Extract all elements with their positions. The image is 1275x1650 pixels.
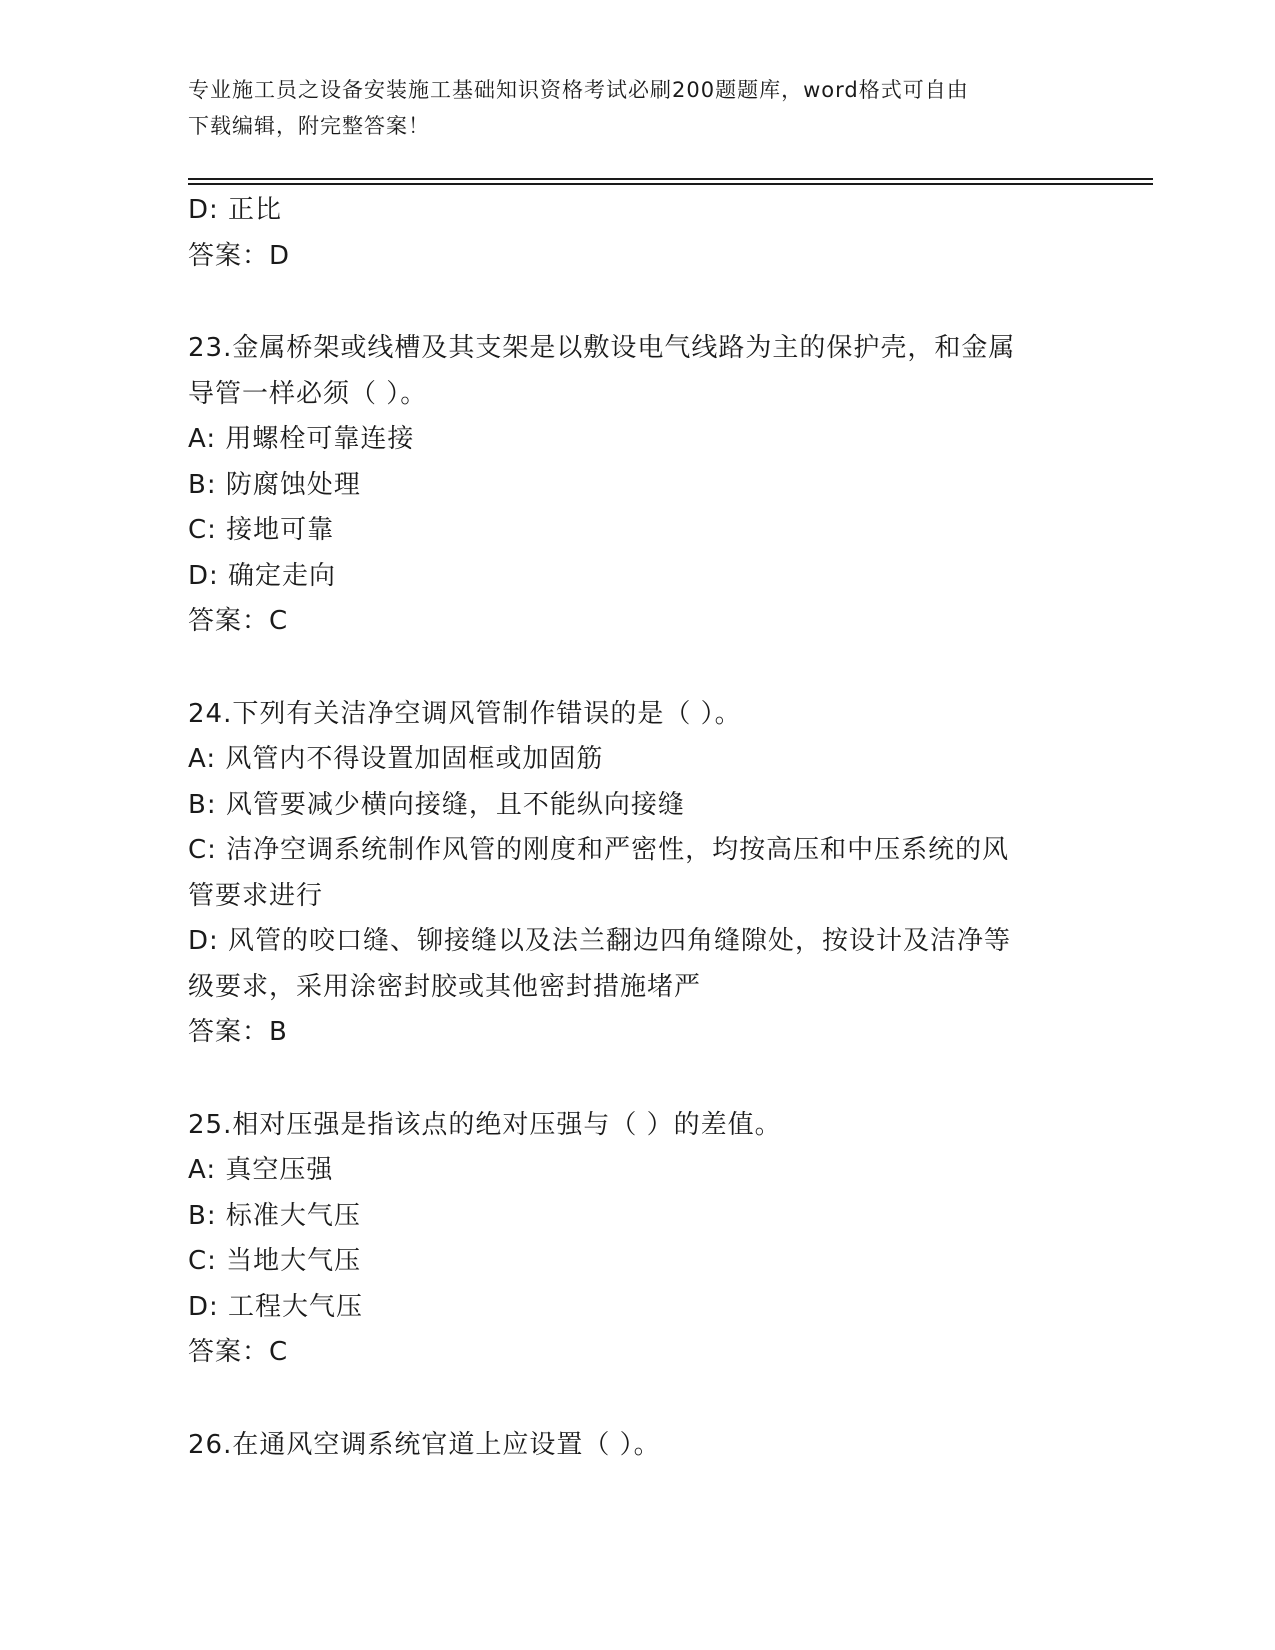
document-body xyxy=(188,188,1088,1468)
answer-line: 答案：D xyxy=(188,240,291,271)
option-d: D: 正比 xyxy=(188,195,283,225)
option-a: A: 风管内不得设置加固框或加固筋 xyxy=(188,744,604,774)
option-a: A: 用螺栓可靠连接 xyxy=(188,424,415,454)
option-c: C: 当地大气压 xyxy=(188,1246,362,1276)
answer-line: 答案：C xyxy=(188,606,289,636)
spacer xyxy=(188,645,1088,692)
question-text: 26.在通风空调系统官道上应设置（ ）。 xyxy=(188,1429,661,1460)
question-23 xyxy=(188,326,1088,645)
option-b: B: 防腐蚀处理 xyxy=(188,469,361,500)
question-text: 24.下列有关洁净空调风管制作错误的是（ ）。 xyxy=(188,698,742,729)
question-text: 导管一样必须（ ）。 xyxy=(188,378,428,409)
option-d: D: 工程大气压 xyxy=(188,1291,364,1322)
question-text: 23.金属桥架或线槽及其支架是以敷设电气线路为主的保护壳，和金属 xyxy=(188,333,1016,363)
question-text: 25.相对压强是指该点的绝对压强与（ ）的差值。 xyxy=(188,1109,782,1140)
option-d: D: 风管的咬口缝、铆接缝以及法兰翻边四角缝隙处，按设计及洁净等 xyxy=(188,926,1012,956)
header-rule-bottom xyxy=(188,183,1153,185)
option-b: B: 风管要减少横向接缝，且不能纵向接缝 xyxy=(188,789,685,820)
answer-line: 答案：B xyxy=(188,1017,288,1047)
header-line-1: 专业施工员之设备安装施工基础知识资格考试必刷200题题库，word格式可自由 xyxy=(188,78,969,102)
option-a: A: 真空压强 xyxy=(188,1155,334,1185)
spacer xyxy=(188,1376,1088,1423)
option-c: C: 洁净空调系统制作风管的刚度和严密性，均按高压和中压系统的风 xyxy=(188,835,1010,865)
header-line-2: 下载编辑，附完整答案！ xyxy=(188,114,430,138)
question-26 xyxy=(188,1423,1088,1469)
spacer xyxy=(188,279,1088,326)
option-d: D: 确定走向 xyxy=(188,560,337,591)
page-header xyxy=(188,72,1088,144)
option-c: C: 接地可靠 xyxy=(188,515,335,545)
question-24 xyxy=(188,692,1088,1056)
question-25 xyxy=(188,1103,1088,1376)
header-rule-top xyxy=(188,178,1153,180)
option-c-continued: 管要求进行 xyxy=(188,880,324,911)
spacer xyxy=(188,1056,1088,1103)
option-b: B: 标准大气压 xyxy=(188,1200,361,1231)
answer-line: 答案：C xyxy=(188,1337,289,1367)
option-d-continued: 级要求，采用涂密封胶或其他密封措施堵严 xyxy=(188,971,702,1002)
